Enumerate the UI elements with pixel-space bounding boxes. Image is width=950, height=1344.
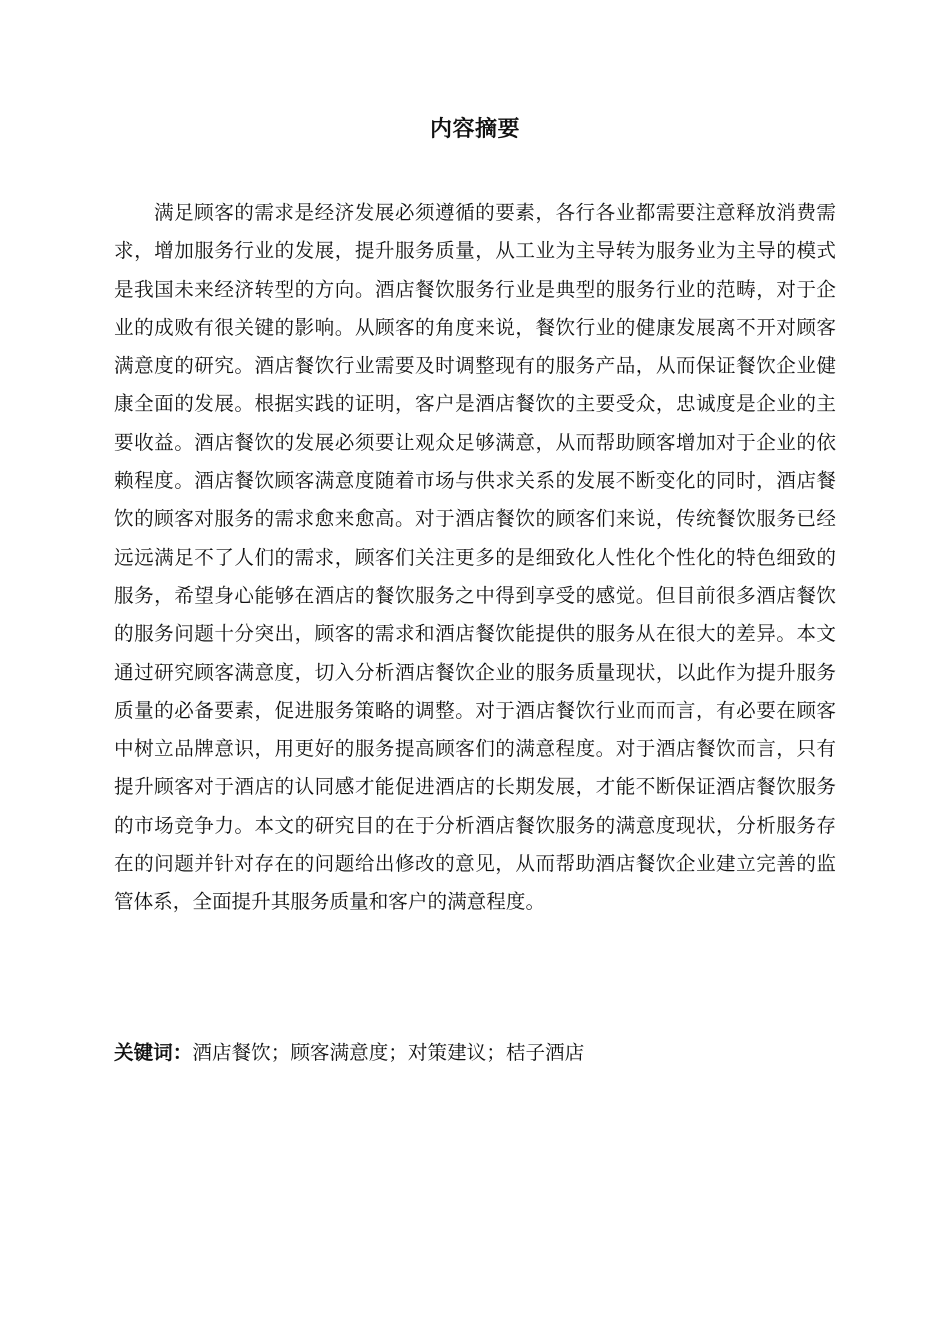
keywords-text: 酒店餐饮；顾客满意度；对策建议；桔子酒店 bbox=[192, 1041, 585, 1064]
keywords-line bbox=[114, 1034, 836, 1072]
keywords-label: 关键词： bbox=[114, 1041, 193, 1064]
page-title: 内容摘要 bbox=[429, 117, 520, 142]
abstract-paragraph: 满足顾客的需求是经济发展必须遵循的要素，各行各业都需要注意释放消费需求，增加服务行业的发展，提升服务质量，从工业为主导转为服务业为主导的模式是我国未来经济转型的方向。酒店餐饮服务行业是典型的服务行业的范畴，对于企业的成败有很关键的影响。从顾客的角度来说，餐饮行业的健康发展离不开对顾客满意度的研究。酒店餐饮行业需要及时调整现有的服务产品，从而保证餐饮企业健康全面的发展。根据实践的证明，客户是酒店餐饮的主要受众，忠诚度是企业的主要收益。酒店餐饮的发展必须要让观众足够满意，从而帮助顾客增加对于企业的依赖程度。酒店餐饮顾客满意度随着市场与供求关系的发展不断变化的同时，酒店餐饮的顾客对服务的需求愈来愈高。对于酒店餐饮的顾客们来说，传统餐饮服务已经远远满足不了人们的需求，顾客们关注更多的是细致化人性化个性化的特色细致的服务，希望身心能够在酒店的餐饮服务之中得到享受的感觉。但目前很多酒店餐饮的服务问题十分突出，顾客的需求和酒店餐饮能提供的服务从在很大的差异。本文通过研究顾客满意度，切入分析酒店餐饮企业的服务质量现状，以此作为提升服务质量的必备要素，促进服务策略的调整。对于酒店餐饮行业而而言，有必要在顾客中树立品牌意识，用更好的服务提高顾客们的满意程度。对于酒店餐饮而言，只有提升顾客对于酒店的认同感才能促进酒店的长期发展，才能不断保证酒店餐饮服务的市场竞争力。本文的研究目的在于分析酒店餐饮服务的满意度现状，分析服务存在的问题并针对存在的问题给出修改的意见，从而帮助酒店餐饮企业建立完善的监管体系，全面提升其服务质量和客户的满意程度。 bbox=[114, 201, 836, 914]
